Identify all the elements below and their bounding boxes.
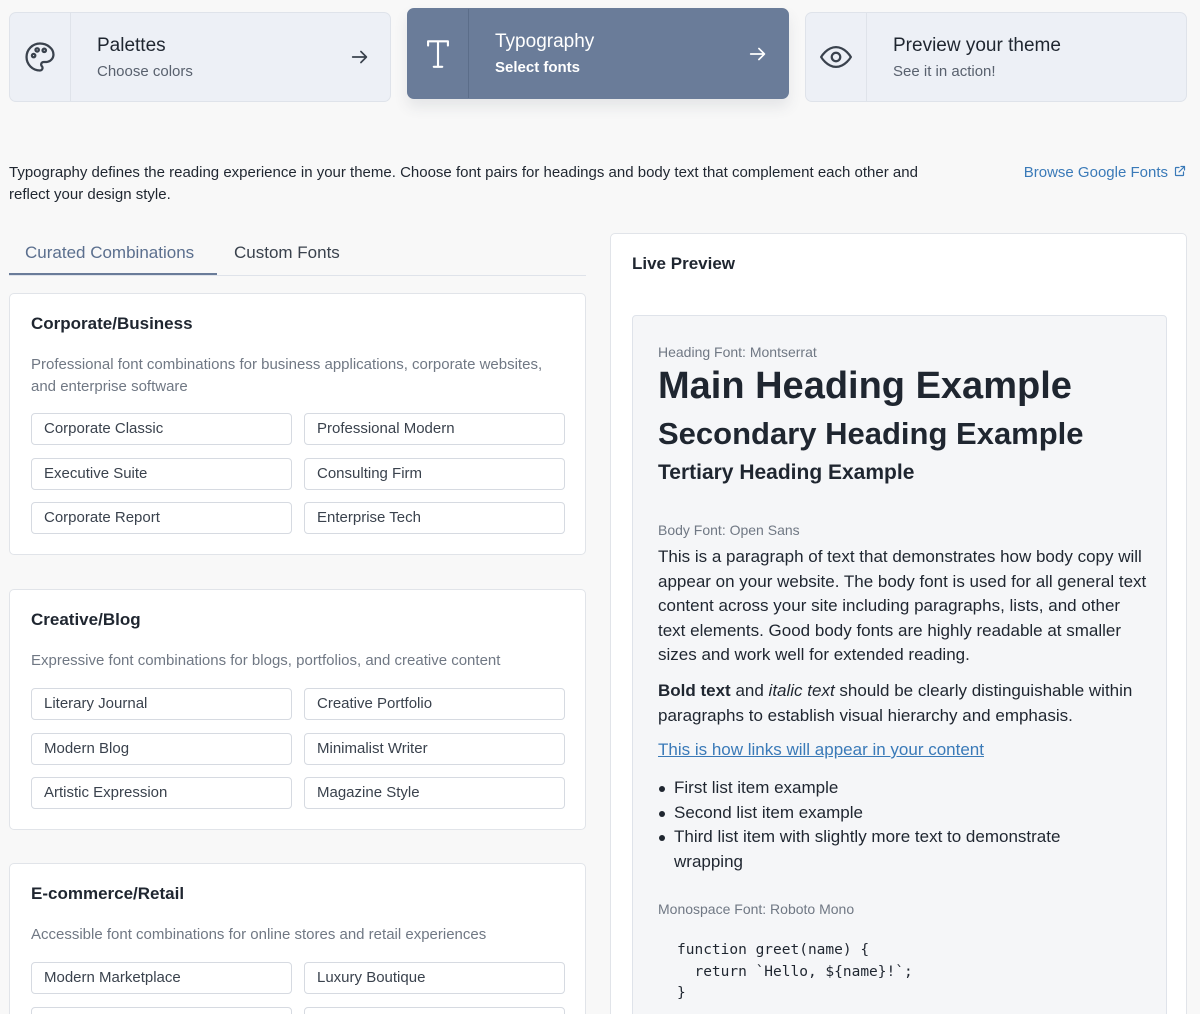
step-palettes[interactable] bbox=[9, 12, 391, 102]
heading-font-label: Heading Font: Montserrat bbox=[658, 344, 817, 360]
font-option[interactable]: Executive Suite bbox=[31, 458, 292, 490]
font-option[interactable]: Modern Blog bbox=[31, 733, 292, 765]
font-option[interactable]: Artistic Expression bbox=[31, 777, 292, 809]
arrow-right-icon bbox=[330, 13, 390, 101]
category-description: Accessible font combinations for online stores and retail experiences bbox=[31, 926, 487, 943]
sample-emphasis-rest: should be clearly distinguishable within paragraphs to establish visual hierarchy and emphasis. bbox=[658, 681, 1133, 725]
category-title: E-commerce/Retail bbox=[31, 884, 185, 903]
typography-intro: Typography defines the reading experience in your theme. Choose font pairs for headings and body text that complement each other and reflect your design style. bbox=[9, 164, 918, 203]
mono-font-label: Monospace Font: Roboto Mono bbox=[658, 901, 855, 917]
step-subtitle: Select fonts bbox=[495, 59, 581, 76]
sample-and-text: and bbox=[730, 681, 769, 700]
category-description: Expressive font combinations for blogs, portfolios, and creative content bbox=[31, 652, 501, 669]
font-option[interactable]: Magazine Style bbox=[304, 777, 565, 809]
sample-code-block: function greet(name) { return `Hello, ${name}!`; } bbox=[677, 942, 913, 1001]
font-option[interactable]: Enterprise Tech bbox=[304, 502, 565, 534]
step-preview[interactable] bbox=[805, 12, 1187, 102]
step-typography[interactable] bbox=[407, 8, 789, 99]
live-preview-title: Live Preview bbox=[632, 254, 736, 273]
category-creative-blog bbox=[9, 589, 586, 830]
sample-bold-text: Bold text bbox=[658, 681, 731, 700]
category-title: Creative/Blog bbox=[31, 610, 141, 629]
font-tabs bbox=[9, 232, 586, 276]
font-option[interactable]: Luxury Boutique bbox=[304, 962, 565, 994]
sample-link[interactable]: This is how links will appear in your content bbox=[658, 740, 984, 759]
step-title: Preview your theme bbox=[893, 34, 1061, 56]
font-option[interactable]: Minimalist Writer bbox=[304, 733, 565, 765]
step-subtitle: Choose colors bbox=[97, 62, 193, 80]
sample-heading-3: Tertiary Heading Example bbox=[658, 461, 915, 484]
font-option[interactable]: Professional Modern bbox=[304, 413, 565, 445]
step-title: Palettes bbox=[97, 34, 166, 56]
font-option[interactable]: Consulting Firm bbox=[304, 458, 565, 490]
font-option[interactable]: Corporate Report bbox=[31, 502, 292, 534]
category-ecommerce-retail bbox=[9, 863, 586, 1014]
category-description: Professional font combinations for business applications, corporate websites, and enterprise software bbox=[31, 356, 543, 395]
type-icon bbox=[408, 9, 469, 98]
tab-curated-combinations[interactable]: Curated Combinations bbox=[9, 232, 217, 275]
preview-sample-box bbox=[632, 315, 1167, 1014]
browse-google-fonts-link[interactable] bbox=[1024, 164, 1186, 181]
list-item: First list item example bbox=[658, 776, 1128, 801]
eye-icon bbox=[806, 13, 867, 101]
live-preview-panel bbox=[610, 233, 1187, 1014]
font-option[interactable]: Creative Portfolio bbox=[304, 688, 565, 720]
browse-link-label: Browse Google Fonts bbox=[1023, 164, 1168, 181]
font-option[interactable]: Modern Marketplace bbox=[31, 962, 292, 994]
sample-heading-2: Secondary Heading Example bbox=[658, 416, 1084, 451]
sample-list bbox=[658, 776, 1128, 874]
list-item: Second list item example bbox=[658, 801, 1128, 826]
sample-heading-1: Main Heading Example bbox=[658, 365, 1072, 407]
sample-italic-text: italic text bbox=[768, 681, 835, 700]
font-option[interactable]: Corporate Classic bbox=[31, 413, 292, 445]
body-font-label: Body Font: Open Sans bbox=[658, 522, 800, 538]
palette-icon bbox=[10, 13, 71, 101]
list-item: Third list item with slightly more text to demonstrate wrapping bbox=[658, 825, 1128, 874]
step-subtitle: See it in action! bbox=[893, 62, 996, 80]
sample-emphasis-paragraph bbox=[658, 679, 1153, 728]
arrow-right-icon bbox=[728, 9, 788, 98]
sample-paragraph: This is a paragraph of text that demonstrates how body copy will appear on your website. The body font is used for all general text content across your site including paragraphs, lists, and other text elements. Good body fonts are highly readable at smaller sizes and work well for extended reading. bbox=[658, 547, 1147, 664]
category-title: Corporate/Business bbox=[31, 314, 193, 333]
wizard-steps bbox=[9, 9, 1187, 119]
font-option[interactable]: Literary Journal bbox=[31, 688, 292, 720]
font-option[interactable] bbox=[304, 1007, 565, 1014]
category-corporate-business bbox=[9, 293, 586, 555]
step-title: Typography bbox=[495, 31, 595, 52]
external-link-icon bbox=[1174, 164, 1186, 181]
tab-custom-fonts[interactable]: Custom Fonts bbox=[234, 243, 340, 262]
font-option[interactable] bbox=[31, 1007, 292, 1014]
